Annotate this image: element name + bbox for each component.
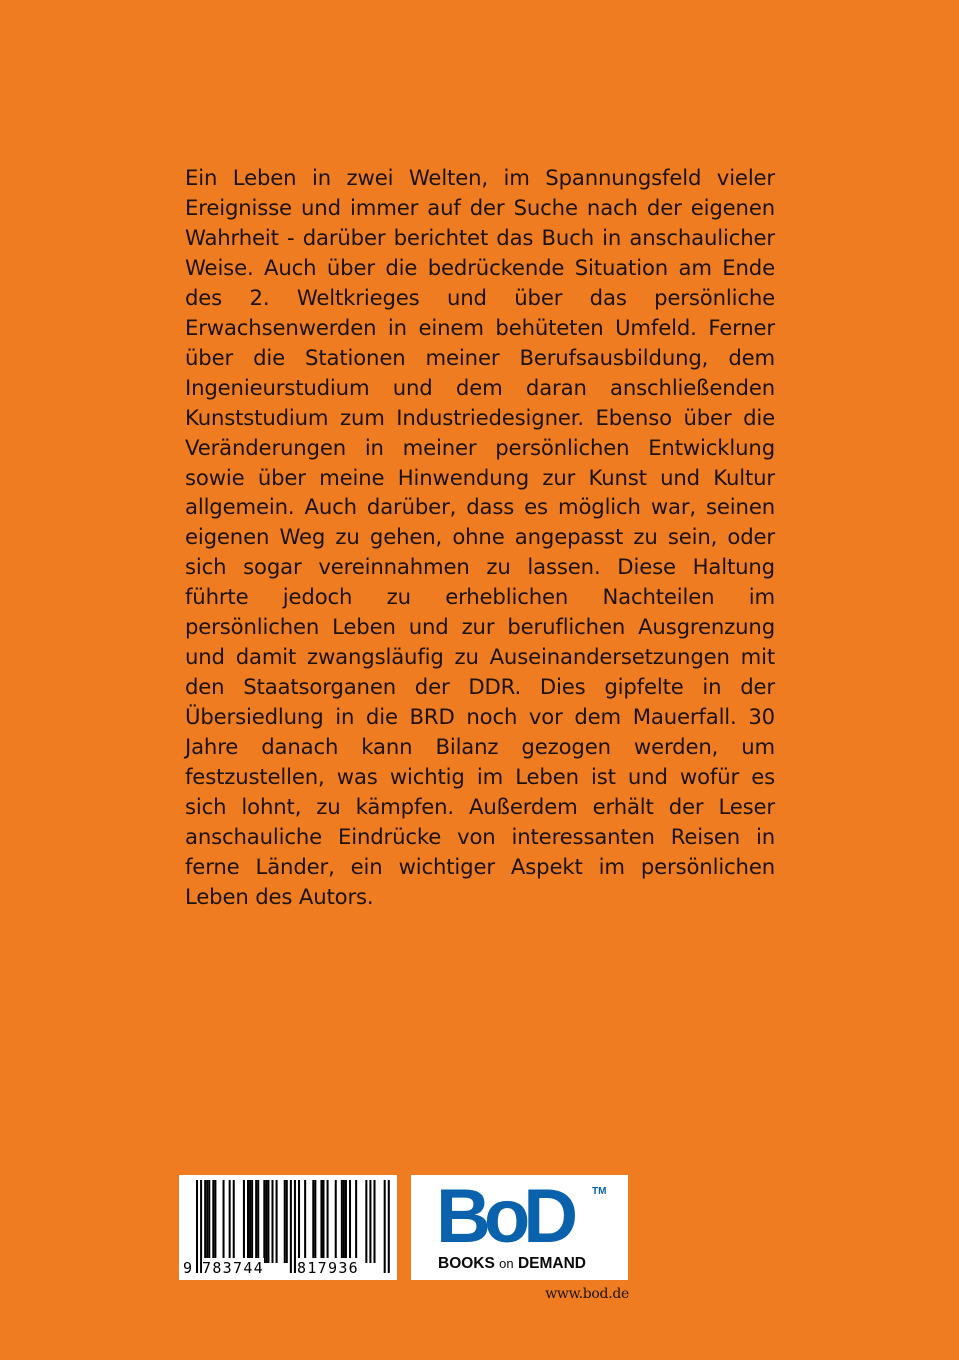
barcode-bar (206, 1180, 208, 1263)
barcode-bar (249, 1180, 251, 1263)
barcode-bar (243, 1180, 245, 1263)
tagline-books: BOOKS (438, 1255, 495, 1272)
barcode-bar (276, 1180, 278, 1263)
barcode-bar (257, 1180, 259, 1263)
bod-logo (436, 1174, 572, 1259)
barcode-bar (369, 1180, 371, 1263)
trademark-mark: TM (592, 1186, 607, 1197)
barcode-left-group: 783744 (202, 1259, 264, 1277)
barcode-bar (214, 1180, 216, 1263)
barcode-bar (355, 1180, 357, 1263)
barcode-bar (255, 1180, 257, 1263)
barcode-bar (335, 1180, 337, 1263)
barcode-bar (314, 1180, 316, 1263)
barcode-first-digit: 9 (183, 1259, 193, 1277)
barcode-bar (320, 1180, 322, 1263)
barcode-bar (204, 1180, 206, 1263)
barcode-bar (284, 1180, 286, 1263)
barcode-bar (345, 1180, 347, 1263)
barcode-bar (247, 1180, 249, 1263)
back-cover-blurb: Ein Leben in zwei Welten, im Spannungsfeld vieler Ereignisse und immer auf der Suche nach der eigenen Wahrheit - darüber berichtet das Buch in anschaulicher Weise. Auch über die bedrückende Situation am Ende des 2. Weltkrieges und über das persönliche Erwachsenwerden in einem behüteten Umfeld. Ferner über die Stationen meiner Berufsausbildung, dem Ingenieurstudium und dem daran anschließenden Kunststudium zum Industriedesigner. Ebenso über die Veränderungen in meiner persönlichen Entwicklung sowie über meine Hinwendung zur Kunst und Kultur allgemein. Auch darüber, dass es möglich war, seinen eigenen Weg zu gehen, ohne angepasst zu sein, oder sich sogar vereinnahmen zu lassen. Diese Haltung führte jedoch zu erheblichen Nachteilen im persönlichen Leben und zur beruflichen Ausgrenzung und damit zwangsläufig zu Auseinandersetzungen mit den Staatsorganen der DDR. Dies gipfelte in der Übersiedlung in die BRD noch vor dem Mauerfall. 30 Jahre danach kann Bilanz gezogen werden, um festzustellen, was wichtig im Leben ist und wofür es sich lohnt, zu kämpfen. Außerdem erhält der Leser anschauliche Eindrücke von interessanten Reisen in ferne Länder, ein wichtiger Aspekt im persönlichen Leben des Autors. (185, 165, 775, 909)
barcode-bar (229, 1180, 231, 1263)
barcode-bar (265, 1180, 267, 1263)
barcode-bar (208, 1180, 210, 1263)
barcode-bar (267, 1180, 269, 1263)
barcode-bar (312, 1180, 314, 1263)
barcode-bar (233, 1180, 235, 1263)
barcode-bar (341, 1180, 343, 1263)
publisher-website[interactable]: www.bod.de (545, 1286, 629, 1302)
publisher-tagline (438, 1255, 586, 1273)
bod-logo-text: BoD (436, 1174, 572, 1259)
barcode-right-group: 817936 (297, 1259, 359, 1277)
barcode-bar (212, 1180, 214, 1263)
barcode-bar (286, 1180, 288, 1263)
barcode-bar (304, 1180, 306, 1263)
barcode-bar (263, 1180, 265, 1263)
publisher-logo-box (411, 1175, 628, 1280)
barcode-bar (327, 1180, 329, 1263)
barcode-bar (251, 1180, 253, 1263)
barcode-bar (271, 1180, 273, 1263)
barcode-number (179, 1258, 397, 1278)
barcode-bar (373, 1180, 375, 1263)
barcode-bar (298, 1180, 300, 1263)
barcode-bar (322, 1180, 324, 1263)
barcode-bar (365, 1180, 367, 1263)
tagline-demand: DEMAND (517, 1255, 586, 1272)
isbn-barcode (179, 1175, 397, 1280)
barcode-bar (349, 1180, 351, 1263)
barcode-bar (343, 1180, 345, 1263)
tagline-on: on (499, 1256, 514, 1271)
barcode-bar (223, 1180, 225, 1263)
